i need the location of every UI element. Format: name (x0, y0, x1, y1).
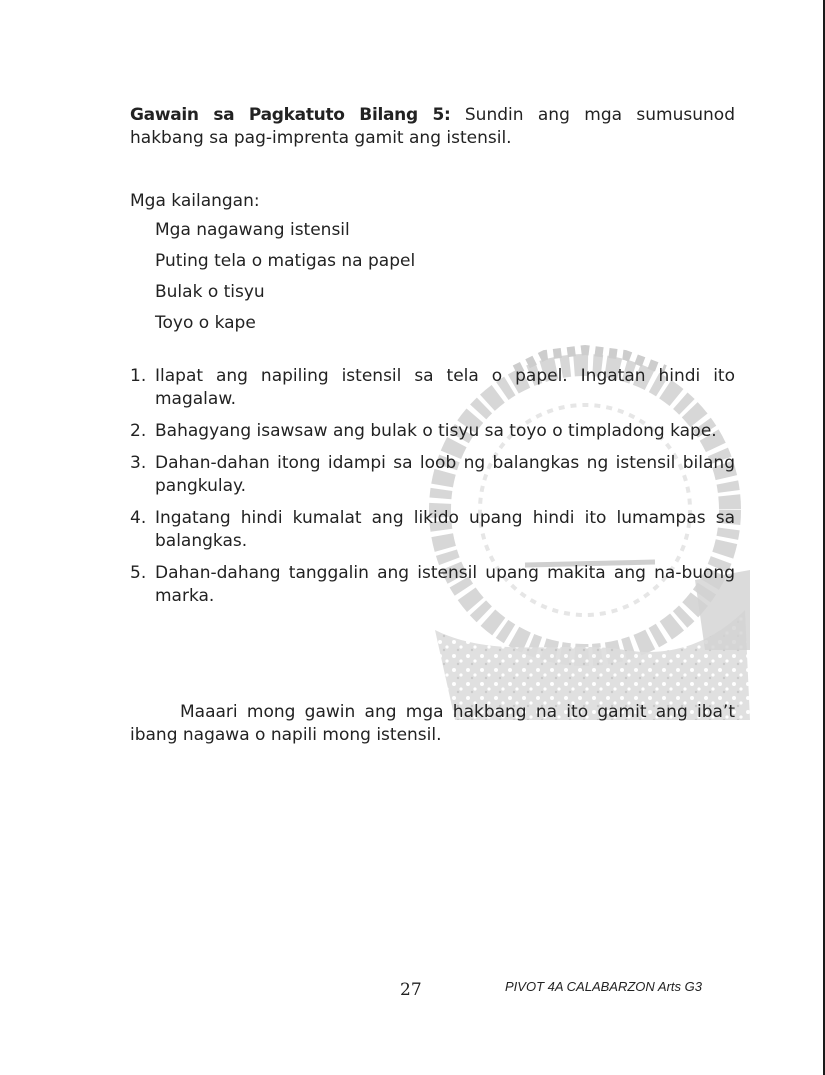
step-number: 5. (130, 563, 147, 583)
materials-title: Mga kailangan: (130, 191, 260, 211)
step-item (130, 420, 735, 443)
material-item: Bulak o tisyu (155, 282, 265, 302)
page-number: 27 (400, 980, 422, 1000)
material-item: Toyo o kape (155, 313, 256, 333)
step-text: Bahagyang isawsaw ang bulak o tisyu sa toyo o timpladong kape. (155, 421, 717, 441)
procedure-steps (130, 365, 735, 608)
closing-paragraph: Maaari mong gawin ang mga hakbang na ito gamit ang iba’t ibang nagawa o napili mong istensil. (130, 702, 735, 745)
step-text: Dahan-dahan itong idampi sa loob ng balangkas ng istensil bilang pangkulay. (155, 453, 735, 496)
activity-heading-text: Sundin ang mga sumusunod hakbang sa pag-imprenta gamit ang istensil. (130, 105, 735, 148)
material-item: Mga nagawang istensil (155, 220, 350, 240)
step-item (130, 507, 735, 553)
material-item: Puting tela o matigas na papel (155, 251, 416, 271)
step-number: 4. (130, 508, 147, 528)
activity-heading (130, 104, 735, 150)
step-number: 2. (130, 421, 147, 441)
footer-title: PIVOT 4A CALABARZON Arts G3 (505, 979, 702, 994)
step-text: Ilapat ang napiling istensil sa tela o papel. Ingatan hindi ito magalaw. (155, 366, 735, 409)
step-item (130, 562, 735, 608)
materials-list (130, 219, 735, 335)
step-text: Ingatang hindi kumalat ang likido upang hindi ito lumampas sa balangkas. (155, 508, 735, 551)
step-number: 3. (130, 453, 147, 473)
step-number: 1. (130, 366, 147, 386)
step-text: Dahan-dahang tanggalin ang istensil upang makita ang na-buong marka. (155, 563, 735, 606)
step-item (130, 365, 735, 411)
step-item (130, 452, 735, 498)
worksheet-content (130, 104, 735, 747)
activity-heading-label: Gawain sa Pagkatuto Bilang 5: (130, 105, 451, 125)
